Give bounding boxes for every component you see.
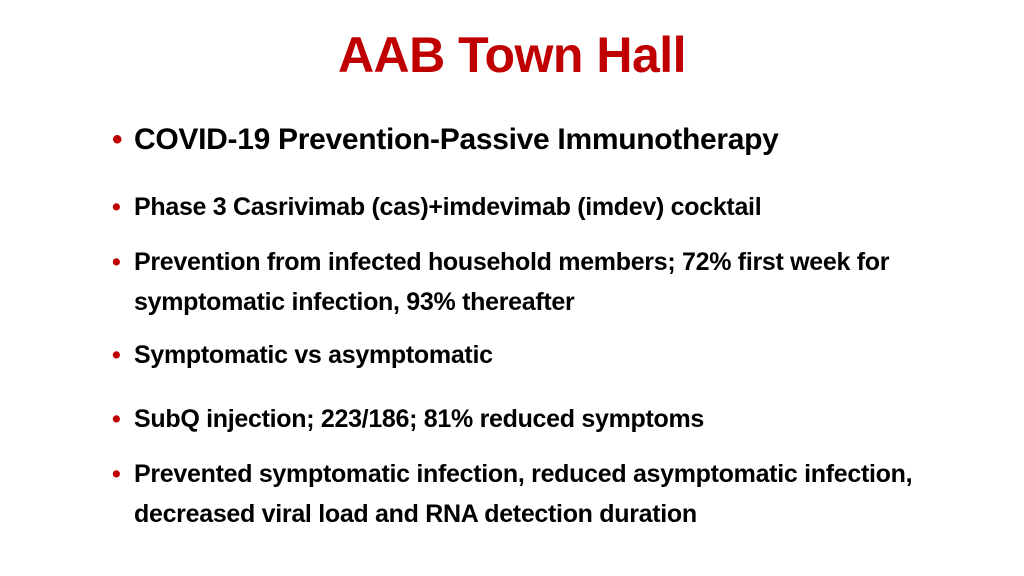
bullet-marker-icon: • [112, 248, 121, 276]
bullet-text: Symptomatic vs asymptomatic [134, 341, 493, 369]
bullet-text: Phase 3 Casrivimab (cas)+imdevimab (imdev) cocktail [134, 193, 762, 221]
bullet-marker-icon: • [112, 460, 121, 488]
bullet-text: SubQ injection; 223/186; 81% reduced symptoms [134, 405, 705, 433]
bullet-item-5 [112, 404, 952, 435]
slide-title: AAB Town Hall [337, 27, 687, 83]
bullet-text: Prevention from infected household members; 72% first week for symptomatic infection, 93% thereafter [134, 248, 890, 316]
bullet-item-3 [112, 242, 952, 322]
bullet-marker-icon: • [112, 123, 123, 156]
bullet-item-4 [112, 340, 952, 371]
bullet-item-1 [112, 122, 952, 159]
bullet-text: COVID-19 Prevention-Passive Immunotherapy [134, 123, 779, 156]
bullet-item-2 [112, 192, 952, 223]
bullet-marker-icon: • [112, 193, 121, 221]
bullet-text: Prevented symptomatic infection, reduced asymptomatic infection, decreased viral load and RNA detection duration [134, 460, 913, 528]
bullet-marker-icon: • [112, 405, 121, 433]
bullet-item-6 [112, 454, 952, 534]
bullet-marker-icon: • [112, 341, 121, 369]
